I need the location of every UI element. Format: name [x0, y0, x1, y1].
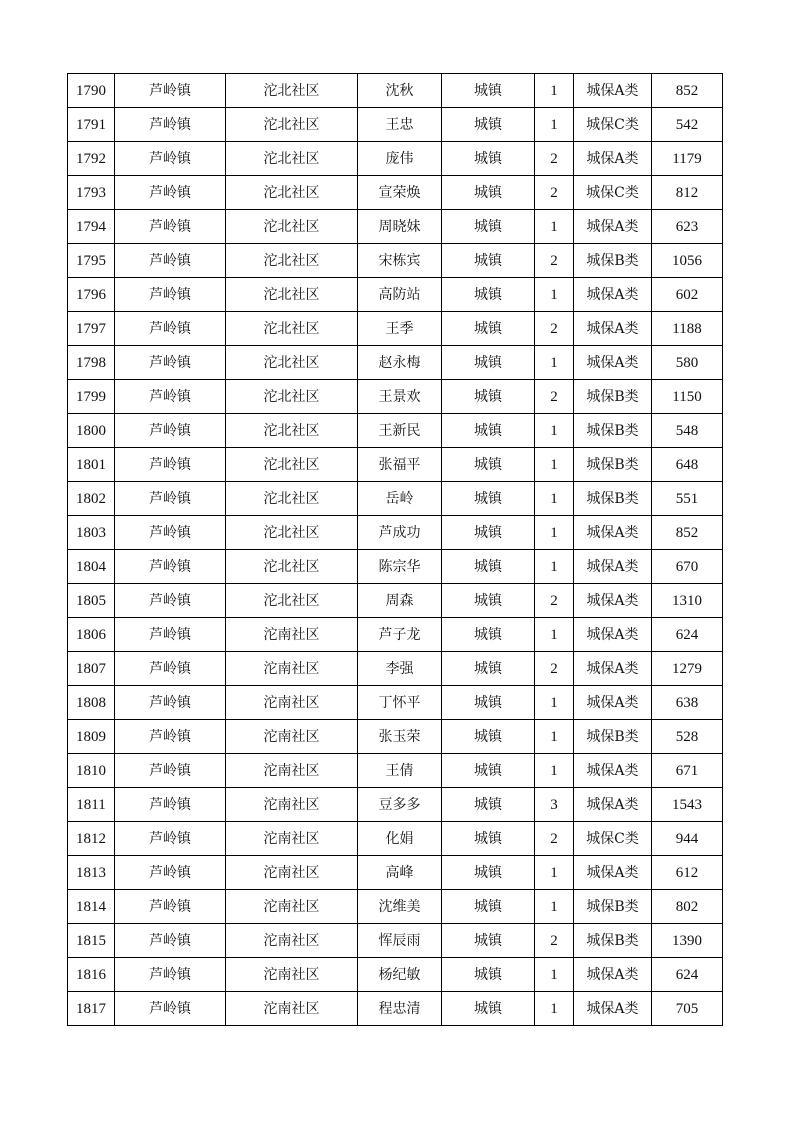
name-cell: 化娟: [358, 822, 442, 856]
table-body: [68, 74, 723, 1026]
serial-number-cell: 1816: [68, 958, 115, 992]
town-cell: 芦岭镇: [115, 584, 226, 618]
town-cell: 芦岭镇: [115, 720, 226, 754]
name-cell: 王忠: [358, 108, 442, 142]
table-row: [68, 74, 723, 108]
serial-number-cell: 1800: [68, 414, 115, 448]
serial-number-cell: 1807: [68, 652, 115, 686]
amount-cell: 623: [652, 210, 723, 244]
name-cell: 沈秋: [358, 74, 442, 108]
table-row: [68, 958, 723, 992]
area-type-cell: 城镇: [442, 618, 535, 652]
amount-cell: 1279: [652, 652, 723, 686]
area-type-cell: 城镇: [442, 788, 535, 822]
category-cell: 城保A类: [574, 618, 652, 652]
category-cell: 城保A类: [574, 516, 652, 550]
town-cell: 芦岭镇: [115, 142, 226, 176]
name-cell: 周晓妹: [358, 210, 442, 244]
name-cell: 王倩: [358, 754, 442, 788]
household-count-cell: 2: [535, 380, 574, 414]
community-cell: 沱南社区: [226, 618, 358, 652]
table-row: [68, 312, 723, 346]
amount-cell: 852: [652, 516, 723, 550]
area-type-cell: 城镇: [442, 992, 535, 1026]
community-cell: 沱南社区: [226, 958, 358, 992]
household-count-cell: 2: [535, 924, 574, 958]
amount-cell: 1056: [652, 244, 723, 278]
serial-number-cell: 1794: [68, 210, 115, 244]
name-cell: 沈维美: [358, 890, 442, 924]
amount-cell: 1390: [652, 924, 723, 958]
town-cell: 芦岭镇: [115, 686, 226, 720]
category-cell: 城保B类: [574, 482, 652, 516]
household-count-cell: 1: [535, 414, 574, 448]
amount-cell: 671: [652, 754, 723, 788]
name-cell: 李强: [358, 652, 442, 686]
name-cell: 岳岭: [358, 482, 442, 516]
community-cell: 沱北社区: [226, 482, 358, 516]
amount-cell: 1310: [652, 584, 723, 618]
table-row: [68, 244, 723, 278]
community-cell: 沱北社区: [226, 550, 358, 584]
area-type-cell: 城镇: [442, 822, 535, 856]
amount-cell: 1150: [652, 380, 723, 414]
amount-cell: 551: [652, 482, 723, 516]
name-cell: 张玉荣: [358, 720, 442, 754]
community-cell: 沱南社区: [226, 754, 358, 788]
category-cell: 城保A类: [574, 754, 652, 788]
town-cell: 芦岭镇: [115, 924, 226, 958]
name-cell: 高峰: [358, 856, 442, 890]
serial-number-cell: 1791: [68, 108, 115, 142]
category-cell: 城保C类: [574, 108, 652, 142]
serial-number-cell: 1809: [68, 720, 115, 754]
category-cell: 城保A类: [574, 686, 652, 720]
amount-cell: 944: [652, 822, 723, 856]
amount-cell: 670: [652, 550, 723, 584]
household-count-cell: 1: [535, 890, 574, 924]
table-row: [68, 108, 723, 142]
community-cell: 沱北社区: [226, 346, 358, 380]
household-count-cell: 1: [535, 278, 574, 312]
table-row: [68, 686, 723, 720]
area-type-cell: 城镇: [442, 890, 535, 924]
community-cell: 沱北社区: [226, 278, 358, 312]
table-row: [68, 720, 723, 754]
town-cell: 芦岭镇: [115, 754, 226, 788]
data-table: [67, 73, 723, 1026]
table-row: [68, 380, 723, 414]
category-cell: 城保A类: [574, 142, 652, 176]
community-cell: 沱北社区: [226, 584, 358, 618]
household-count-cell: 1: [535, 448, 574, 482]
town-cell: 芦岭镇: [115, 822, 226, 856]
household-count-cell: 2: [535, 312, 574, 346]
amount-cell: 812: [652, 176, 723, 210]
serial-number-cell: 1798: [68, 346, 115, 380]
community-cell: 沱南社区: [226, 924, 358, 958]
household-count-cell: 1: [535, 856, 574, 890]
town-cell: 芦岭镇: [115, 958, 226, 992]
serial-number-cell: 1812: [68, 822, 115, 856]
name-cell: 宋栋宾: [358, 244, 442, 278]
area-type-cell: 城镇: [442, 312, 535, 346]
area-type-cell: 城镇: [442, 720, 535, 754]
community-cell: 沱北社区: [226, 210, 358, 244]
name-cell: 恽辰雨: [358, 924, 442, 958]
table-row: [68, 652, 723, 686]
serial-number-cell: 1813: [68, 856, 115, 890]
amount-cell: 705: [652, 992, 723, 1026]
amount-cell: 624: [652, 958, 723, 992]
household-count-cell: 1: [535, 550, 574, 584]
town-cell: 芦岭镇: [115, 890, 226, 924]
name-cell: 杨纪敏: [358, 958, 442, 992]
town-cell: 芦岭镇: [115, 652, 226, 686]
amount-cell: 580: [652, 346, 723, 380]
name-cell: 张福平: [358, 448, 442, 482]
community-cell: 沱北社区: [226, 516, 358, 550]
table-row: [68, 414, 723, 448]
community-cell: 沱南社区: [226, 822, 358, 856]
area-type-cell: 城镇: [442, 74, 535, 108]
area-type-cell: 城镇: [442, 924, 535, 958]
town-cell: 芦岭镇: [115, 550, 226, 584]
area-type-cell: 城镇: [442, 448, 535, 482]
area-type-cell: 城镇: [442, 380, 535, 414]
table-row: [68, 754, 723, 788]
community-cell: 沱北社区: [226, 380, 358, 414]
area-type-cell: 城镇: [442, 958, 535, 992]
household-count-cell: 1: [535, 618, 574, 652]
community-cell: 沱南社区: [226, 686, 358, 720]
area-type-cell: 城镇: [442, 584, 535, 618]
serial-number-cell: 1792: [68, 142, 115, 176]
household-count-cell: 1: [535, 210, 574, 244]
category-cell: 城保A类: [574, 856, 652, 890]
area-type-cell: 城镇: [442, 652, 535, 686]
table-row: [68, 992, 723, 1026]
community-cell: 沱北社区: [226, 448, 358, 482]
area-type-cell: 城镇: [442, 550, 535, 584]
household-count-cell: 2: [535, 584, 574, 618]
category-cell: 城保C类: [574, 822, 652, 856]
serial-number-cell: 1804: [68, 550, 115, 584]
community-cell: 沱南社区: [226, 652, 358, 686]
serial-number-cell: 1796: [68, 278, 115, 312]
town-cell: 芦岭镇: [115, 448, 226, 482]
serial-number-cell: 1811: [68, 788, 115, 822]
category-cell: 城保A类: [574, 958, 652, 992]
serial-number-cell: 1815: [68, 924, 115, 958]
community-cell: 沱北社区: [226, 244, 358, 278]
name-cell: 高防站: [358, 278, 442, 312]
amount-cell: 542: [652, 108, 723, 142]
amount-cell: 528: [652, 720, 723, 754]
serial-number-cell: 1808: [68, 686, 115, 720]
household-count-cell: 1: [535, 482, 574, 516]
name-cell: 陈宗华: [358, 550, 442, 584]
table-row: [68, 550, 723, 584]
household-count-cell: 2: [535, 822, 574, 856]
community-cell: 沱北社区: [226, 312, 358, 346]
amount-cell: 602: [652, 278, 723, 312]
area-type-cell: 城镇: [442, 516, 535, 550]
category-cell: 城保B类: [574, 924, 652, 958]
serial-number-cell: 1806: [68, 618, 115, 652]
area-type-cell: 城镇: [442, 278, 535, 312]
serial-number-cell: 1795: [68, 244, 115, 278]
category-cell: 城保A类: [574, 278, 652, 312]
table-row: [68, 618, 723, 652]
community-cell: 沱北社区: [226, 414, 358, 448]
town-cell: 芦岭镇: [115, 278, 226, 312]
table-row: [68, 210, 723, 244]
name-cell: 豆多多: [358, 788, 442, 822]
town-cell: 芦岭镇: [115, 856, 226, 890]
household-count-cell: 1: [535, 74, 574, 108]
household-count-cell: 1: [535, 516, 574, 550]
category-cell: 城保A类: [574, 210, 652, 244]
serial-number-cell: 1814: [68, 890, 115, 924]
name-cell: 芦子龙: [358, 618, 442, 652]
serial-number-cell: 1803: [68, 516, 115, 550]
town-cell: 芦岭镇: [115, 108, 226, 142]
community-cell: 沱北社区: [226, 74, 358, 108]
town-cell: 芦岭镇: [115, 74, 226, 108]
area-type-cell: 城镇: [442, 686, 535, 720]
table-row: [68, 890, 723, 924]
amount-cell: 648: [652, 448, 723, 482]
name-cell: 王景欢: [358, 380, 442, 414]
table-row: [68, 516, 723, 550]
category-cell: 城保A类: [574, 346, 652, 380]
name-cell: 程忠清: [358, 992, 442, 1026]
table-row: [68, 176, 723, 210]
category-cell: 城保B类: [574, 720, 652, 754]
category-cell: 城保B类: [574, 380, 652, 414]
category-cell: 城保B类: [574, 890, 652, 924]
category-cell: 城保A类: [574, 550, 652, 584]
community-cell: 沱北社区: [226, 176, 358, 210]
serial-number-cell: 1801: [68, 448, 115, 482]
name-cell: 赵永梅: [358, 346, 442, 380]
area-type-cell: 城镇: [442, 754, 535, 788]
household-count-cell: 1: [535, 958, 574, 992]
serial-number-cell: 1797: [68, 312, 115, 346]
household-count-cell: 1: [535, 108, 574, 142]
household-count-cell: 1: [535, 754, 574, 788]
category-cell: 城保B类: [574, 448, 652, 482]
town-cell: 芦岭镇: [115, 788, 226, 822]
town-cell: 芦岭镇: [115, 244, 226, 278]
name-cell: 丁怀平: [358, 686, 442, 720]
town-cell: 芦岭镇: [115, 210, 226, 244]
serial-number-cell: 1817: [68, 992, 115, 1026]
town-cell: 芦岭镇: [115, 414, 226, 448]
category-cell: 城保B类: [574, 414, 652, 448]
amount-cell: 624: [652, 618, 723, 652]
town-cell: 芦岭镇: [115, 312, 226, 346]
category-cell: 城保A类: [574, 788, 652, 822]
amount-cell: 1543: [652, 788, 723, 822]
household-count-cell: 2: [535, 142, 574, 176]
table-row: [68, 924, 723, 958]
table-row: [68, 788, 723, 822]
table-row: [68, 448, 723, 482]
serial-number-cell: 1810: [68, 754, 115, 788]
household-count-cell: 1: [535, 720, 574, 754]
community-cell: 沱南社区: [226, 992, 358, 1026]
household-count-cell: 3: [535, 788, 574, 822]
community-cell: 沱南社区: [226, 890, 358, 924]
town-cell: 芦岭镇: [115, 516, 226, 550]
area-type-cell: 城镇: [442, 108, 535, 142]
category-cell: 城保A类: [574, 312, 652, 346]
area-type-cell: 城镇: [442, 244, 535, 278]
household-count-cell: 1: [535, 686, 574, 720]
community-cell: 沱北社区: [226, 108, 358, 142]
category-cell: 城保A类: [574, 584, 652, 618]
town-cell: 芦岭镇: [115, 346, 226, 380]
town-cell: 芦岭镇: [115, 618, 226, 652]
table-row: [68, 278, 723, 312]
household-count-cell: 1: [535, 346, 574, 380]
area-type-cell: 城镇: [442, 210, 535, 244]
community-cell: 沱北社区: [226, 142, 358, 176]
town-cell: 芦岭镇: [115, 176, 226, 210]
table-row: [68, 142, 723, 176]
amount-cell: 612: [652, 856, 723, 890]
table-row: [68, 584, 723, 618]
amount-cell: 1188: [652, 312, 723, 346]
table-row: [68, 482, 723, 516]
serial-number-cell: 1802: [68, 482, 115, 516]
serial-number-cell: 1793: [68, 176, 115, 210]
area-type-cell: 城镇: [442, 856, 535, 890]
serial-number-cell: 1799: [68, 380, 115, 414]
name-cell: 周森: [358, 584, 442, 618]
community-cell: 沱南社区: [226, 720, 358, 754]
name-cell: 庞伟: [358, 142, 442, 176]
household-count-cell: 1: [535, 992, 574, 1026]
town-cell: 芦岭镇: [115, 482, 226, 516]
table-row: [68, 822, 723, 856]
area-type-cell: 城镇: [442, 142, 535, 176]
household-count-cell: 2: [535, 244, 574, 278]
area-type-cell: 城镇: [442, 176, 535, 210]
category-cell: 城保C类: [574, 176, 652, 210]
name-cell: 王季: [358, 312, 442, 346]
table-row: [68, 346, 723, 380]
category-cell: 城保A类: [574, 74, 652, 108]
category-cell: 城保A类: [574, 992, 652, 1026]
category-cell: 城保A类: [574, 652, 652, 686]
town-cell: 芦岭镇: [115, 992, 226, 1026]
town-cell: 芦岭镇: [115, 380, 226, 414]
amount-cell: 548: [652, 414, 723, 448]
amount-cell: 1179: [652, 142, 723, 176]
community-cell: 沱南社区: [226, 856, 358, 890]
area-type-cell: 城镇: [442, 414, 535, 448]
amount-cell: 852: [652, 74, 723, 108]
name-cell: 宣荣焕: [358, 176, 442, 210]
household-count-cell: 2: [535, 176, 574, 210]
area-type-cell: 城镇: [442, 482, 535, 516]
area-type-cell: 城镇: [442, 346, 535, 380]
name-cell: 芦成功: [358, 516, 442, 550]
name-cell: 王新民: [358, 414, 442, 448]
amount-cell: 638: [652, 686, 723, 720]
community-cell: 沱南社区: [226, 788, 358, 822]
serial-number-cell: 1790: [68, 74, 115, 108]
amount-cell: 802: [652, 890, 723, 924]
serial-number-cell: 1805: [68, 584, 115, 618]
category-cell: 城保B类: [574, 244, 652, 278]
household-count-cell: 2: [535, 652, 574, 686]
table-row: [68, 856, 723, 890]
